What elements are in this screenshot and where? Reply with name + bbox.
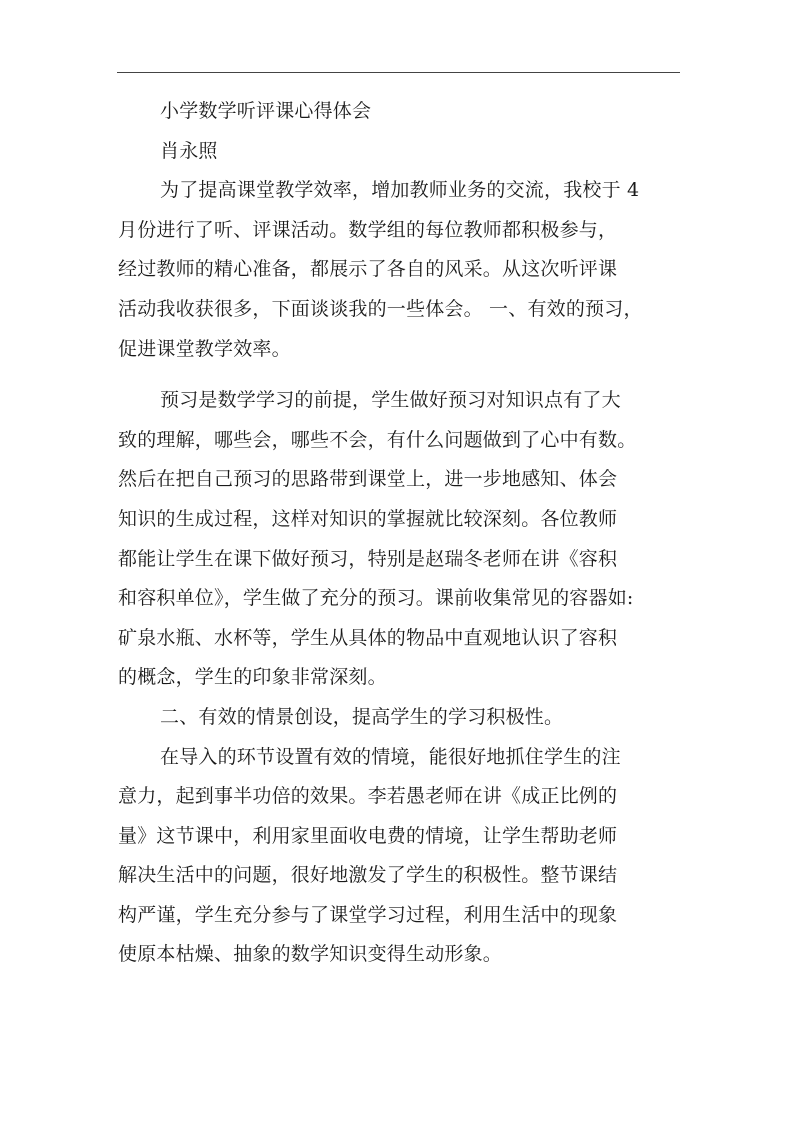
paragraph-line: 解决生活中的问题，很好地激发了学生的积极性。整节课结 (118, 864, 618, 887)
paragraph-line: 使原本枯燥、抽象的数学知识变得生动形象。 (118, 943, 503, 966)
paragraph-line: 促进课堂教学效率。 (118, 337, 291, 360)
paragraph-line: 量》这节课中，利用家里面收电费的情境，让学生帮助老师 (118, 824, 618, 847)
paragraph-line: 矿泉水瓶、水杯等，学生从具体的物品中直观地认识了容积 (118, 626, 618, 649)
paragraph-line: 构严谨，学生充分参与了课堂学习过程，利用生活中的现象 (118, 903, 618, 926)
paragraph-line: 然后在把自己预习的思路带到课堂上，进一步地感知、体会 (118, 468, 618, 491)
document-body (118, 92, 678, 975)
paragraph-line: 预习是数学学习的前提，学生做好预习对知识点有了大 (160, 389, 621, 412)
paragraph-line: 都能让学生在课下做好预习，特别是赵瑞冬老师在讲《容积 (118, 547, 618, 570)
header-rule (117, 72, 680, 73)
paragraph-line: 知识的生成过程，这样对知识的掌握就比较深刻。各位教师 (118, 507, 618, 530)
paragraph-spacer (118, 369, 678, 381)
paragraph (118, 738, 678, 976)
paragraph-line: 活动我收获很多，下面谈谈我的一些体会。 一、有效的预习， (118, 297, 643, 320)
section-heading-text: 二、有效的情景创设，提高学生的学习积极性。 (160, 705, 564, 728)
paragraph-line: 意力，起到事半功倍的效果。李若愚老师在讲《成正比例的 (118, 785, 618, 808)
paragraph (118, 171, 678, 369)
paragraph-line: 和容积单位》，学生做了充分的预习。课前收集常见的容器如: (118, 587, 634, 610)
paragraph-line: 为了提高课堂教学效率，增加教师业务的交流，我校于 4 (160, 179, 640, 202)
paragraph-line: 在导入的环节设置有效的情境，能很好地抓住学生的注 (160, 745, 621, 768)
paragraph (118, 381, 678, 698)
section-heading (118, 698, 678, 738)
paragraph-line: 的概念，学生的印象非常深刻。 (118, 666, 387, 689)
document-title: 小学数学听评课心得体会 (160, 100, 372, 122)
paragraph-line: 经过教师的精心准备，都展示了各自的风采。从这次听评课 (118, 258, 618, 281)
paragraph-line: 月份进行了听、评课活动。数学组的每位教师都积极参与， (118, 218, 618, 241)
paragraph-line: 致的理解，哪些会，哪些不会，有什么问题做到了心中有数。 (118, 428, 637, 451)
author-name: 肖永照 (160, 139, 218, 162)
